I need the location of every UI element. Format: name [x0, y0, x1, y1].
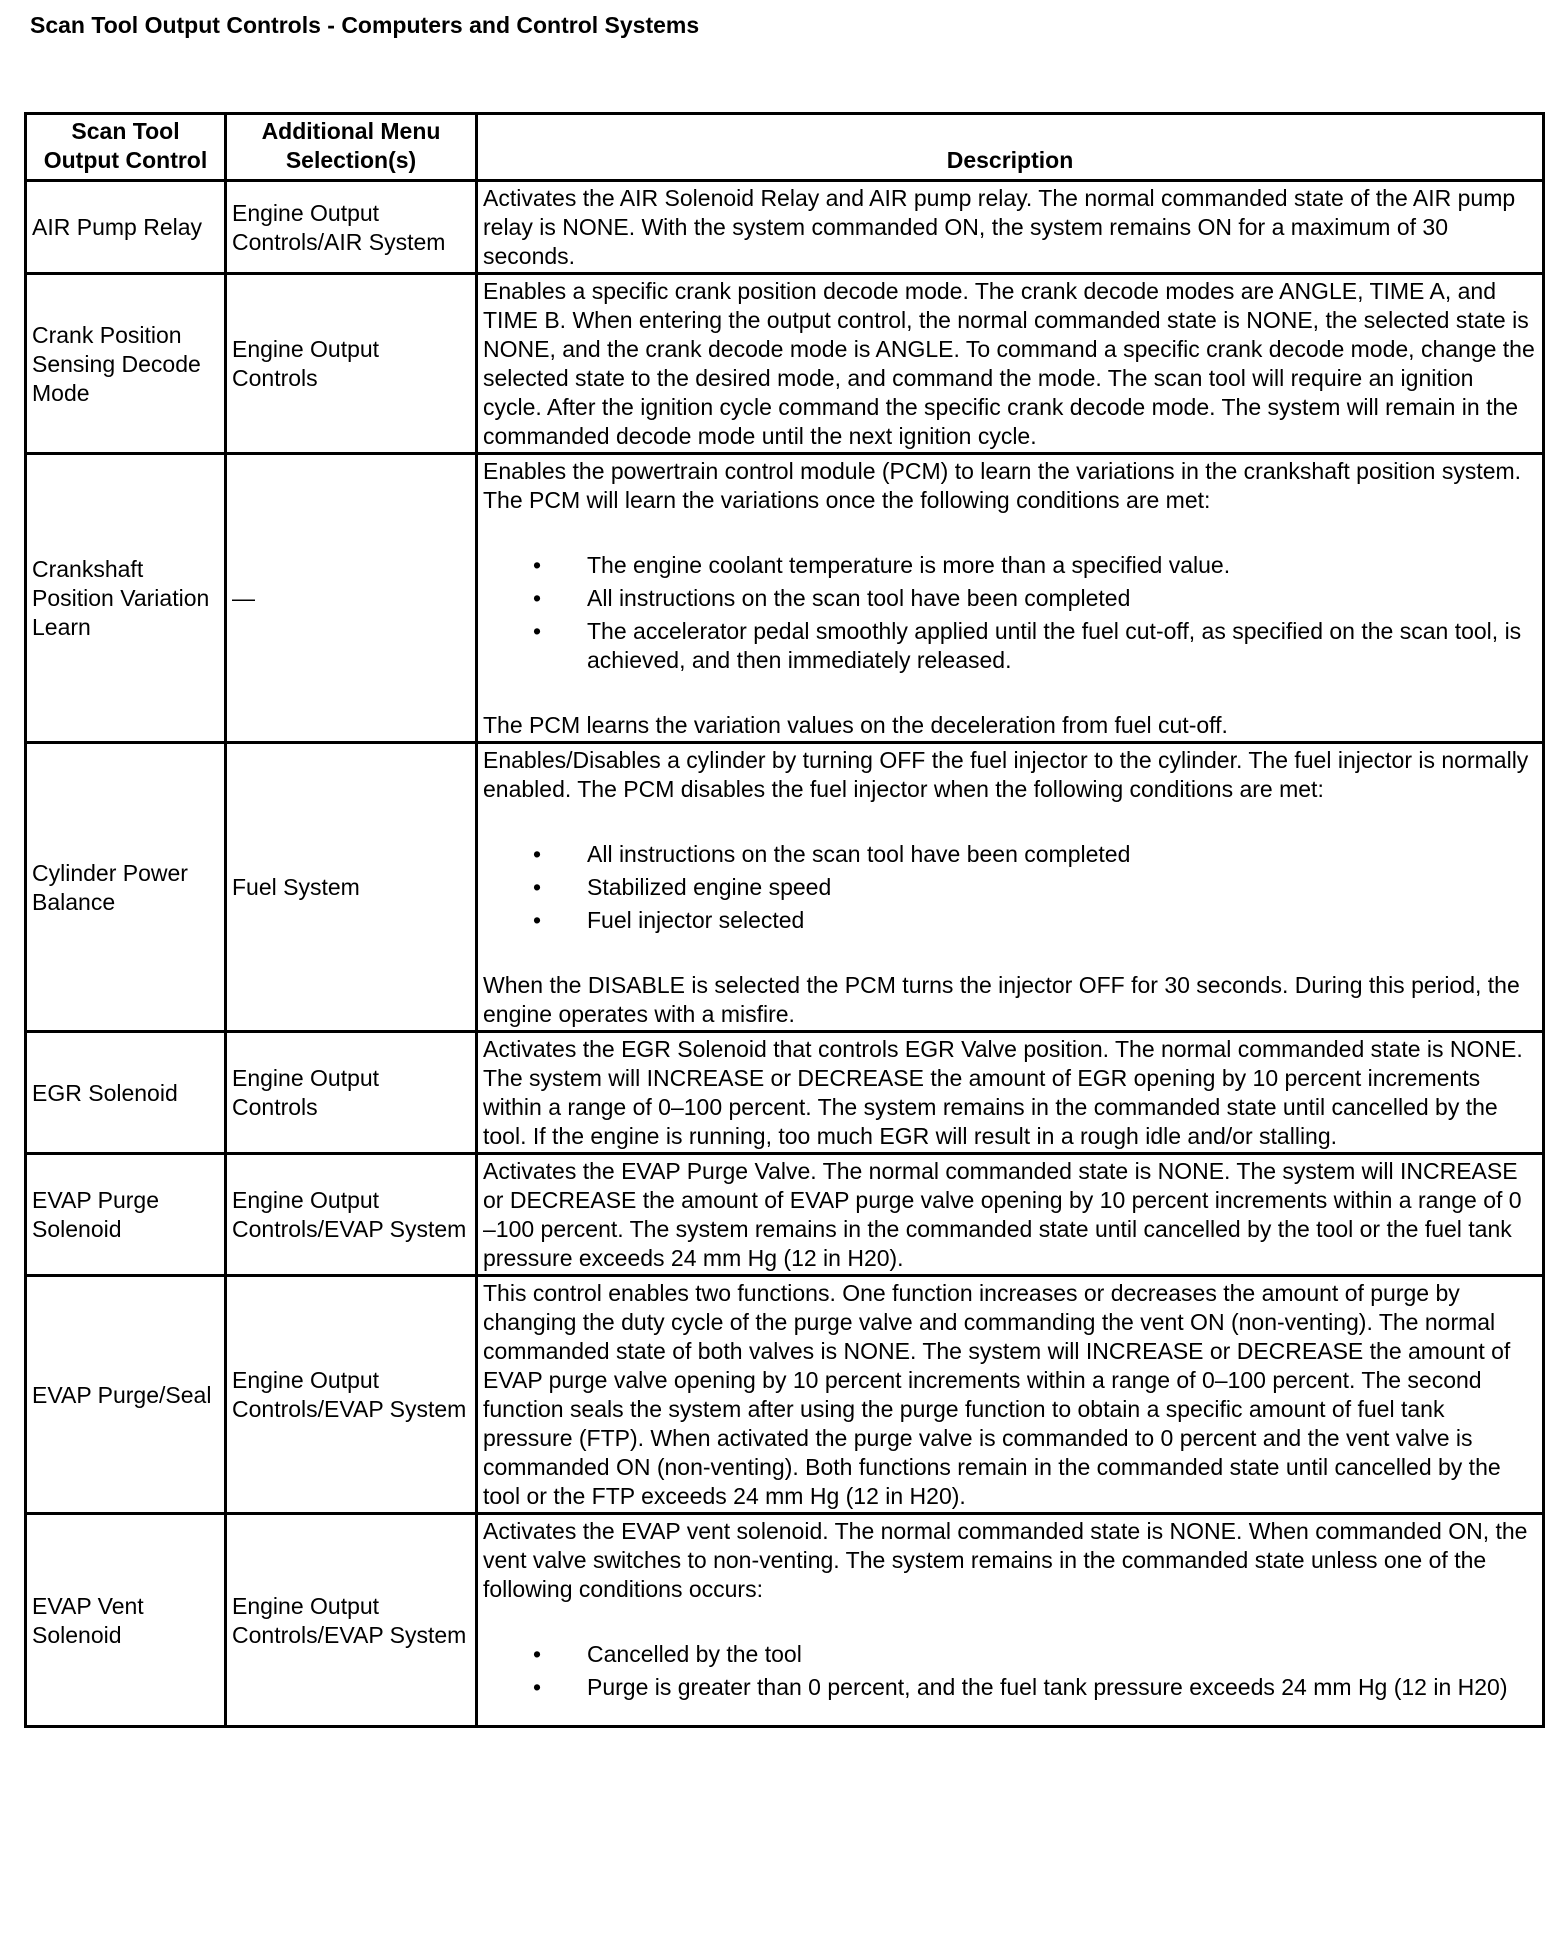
condition-list — [483, 1640, 1537, 1702]
table-row — [26, 1032, 1544, 1154]
header-menu-selection: Additional Menu Selection(s) — [226, 114, 477, 181]
document-title: Scan Tool Output Controls - Computers and Control Systems — [30, 12, 700, 38]
cell-output-control: EVAP Vent Solenoid — [26, 1514, 226, 1727]
bullet-icon: • — [533, 874, 542, 900]
cell-menu-selection: Engine Output Controls/EVAP System — [226, 1154, 477, 1276]
description-note: The PCM learns the variation values on the deceleration from fuel cut-off. — [483, 712, 1228, 738]
list-item: • All instructions on the scan tool have been completed — [533, 841, 1131, 867]
description-text: Enables the powertrain control module (PCM) to learn the variations in the crankshaft position system. The PCM will learn the variations once the following conditions are met: — [483, 458, 1522, 513]
table-row — [26, 181, 1544, 274]
condition-list — [483, 551, 1537, 675]
table-header-row — [26, 114, 1544, 181]
table-row — [26, 454, 1544, 743]
cell-description — [477, 181, 1544, 274]
bullet-icon: • — [533, 618, 542, 644]
cell-output-control: EVAP Purge Solenoid — [26, 1154, 226, 1276]
cell-description — [477, 1154, 1544, 1276]
cell-description — [477, 1276, 1544, 1514]
description-text: Enables a specific crank position decode mode. The crank decode modes are ANGLE, TIME A, and TIME B. When entering the output control, the normal commanded state is NONE, the selected state is NONE, and the crank decode mode is ANGLE. To command a specific crank decode mode, change the selected state to the desired mode, and command the mode. The scan tool will require an ignition cycle. After the ignition cycle command the specific crank decode mode. The system will remain in the commanded decode mode until the next ignition cycle. — [483, 278, 1535, 449]
description-note: When the DISABLE is selected the PCM turns the injector OFF for 30 seconds. During this period, the engine operates with a misfire. — [483, 972, 1520, 1027]
condition-list — [483, 840, 1537, 935]
list-item: • The engine coolant temperature is more than a specified value. — [533, 552, 1231, 578]
bullet-icon: • — [533, 1641, 542, 1667]
cell-menu-selection: Engine Output Controls/AIR System — [226, 181, 477, 274]
cell-output-control: EGR Solenoid — [26, 1032, 226, 1154]
bullet-icon: • — [533, 841, 542, 867]
description-text: Activates the EGR Solenoid that controls EGR Valve position. The normal commanded state is NONE. The system will INCREASE or DECREASE the amount of EGR opening by 10 percent increments within a range of 0–100 percent. The system remains in the commanded state until cancelled by the tool. If the engine is running, too much EGR will result in a rough idle and/or stalling. — [483, 1036, 1523, 1149]
description-text: Activates the AIR Solenoid Relay and AIR pump relay. The normal commanded state of the AIR pump relay is NONE. With the system commanded ON, the system remains ON for a maximum of 30 seconds. — [483, 185, 1516, 269]
cell-menu-selection: Fuel System — [226, 743, 477, 1032]
description-text: Enables/Disables a cylinder by turning OFF the fuel injector to the cylinder. The fuel injector is normally enabled. The PCM disables the fuel injector when the following conditions are met: — [483, 747, 1529, 802]
table-row — [26, 1514, 1544, 1727]
bullet-icon: • — [533, 552, 542, 578]
description-text: Activates the EVAP vent solenoid. The normal commanded state is NONE. When commanded ON, the vent valve switches to non-venting. The system remains in the commanded state unless one of the following conditions occurs: — [483, 1518, 1528, 1602]
list-item: • All instructions on the scan tool have been completed — [533, 585, 1131, 611]
list-item: • Stabilized engine speed — [533, 874, 832, 900]
cell-menu-selection: Engine Output Controls/EVAP System — [226, 1514, 477, 1727]
cell-output-control: Cylinder Power Balance — [26, 743, 226, 1032]
cell-description — [477, 743, 1544, 1032]
list-item: • Purge is greater than 0 percent, and the fuel tank pressure exceeds 24 mm Hg (12 in H20) — [533, 1674, 1508, 1700]
cell-output-control: EVAP Purge/Seal — [26, 1276, 226, 1514]
bullet-icon: • — [533, 585, 542, 611]
cell-menu-selection: Engine Output Controls — [226, 1032, 477, 1154]
cell-description — [477, 454, 1544, 743]
table-row — [26, 743, 1544, 1032]
cell-output-control: AIR Pump Relay — [26, 181, 226, 274]
cell-output-control: Crankshaft Position Variation Learn — [26, 454, 226, 743]
cell-menu-selection: — — [226, 454, 477, 743]
description-text: Activates the EVAP Purge Valve. The normal commanded state is NONE. The system will INCREASE or DECREASE the amount of EVAP purge valve opening by 10 percent increments within a range of 0 –100 percent. The system remains in the commanded state until cancelled by the tool or the fuel tank pressure exceeds 24 mm Hg (12 in H20). — [483, 1158, 1522, 1271]
description-text: This control enables two functions. One function increases or decreases the amount of purge by changing the duty cycle of the purge valve and commanding the vent ON (non-venting). The normal commanded state of both valves is NONE. The system will INCREASE or DECREASE the amount of EVAP purge valve opening by 10 percent increments within a range of 0–100 percent. The second function seals the system after using the purge function to obtain a specific amount of fuel tank pressure (FTP). When activated the purge valve is commanded to 0 percent and the vent valve is commanded ON (non-venting). Both functions remain in the commanded state until cancelled by the tool or the FTP exceeds 24 mm Hg (12 in H20). — [483, 1280, 1511, 1509]
output-controls-table — [24, 112, 1545, 1728]
cell-output-control: Crank Position Sensing Decode Mode — [26, 274, 226, 454]
cell-menu-selection: Engine Output Controls/EVAP System — [226, 1276, 477, 1514]
header-output-control: Scan Tool Output Control — [26, 114, 226, 181]
cell-description — [477, 1032, 1544, 1154]
header-description: Description — [477, 114, 1544, 181]
bullet-icon: • — [533, 1674, 542, 1700]
cell-menu-selection: Engine Output Controls — [226, 274, 477, 454]
cell-description — [477, 1514, 1544, 1727]
table-row — [26, 1276, 1544, 1514]
table-row — [26, 1154, 1544, 1276]
table-row — [26, 274, 1544, 454]
list-item: • Cancelled by the tool — [533, 1641, 802, 1667]
bullet-icon: • — [533, 907, 542, 933]
cell-description — [477, 274, 1544, 454]
list-item: • The accelerator pedal smoothly applied until the fuel cut-off, as specified on the scan tool, is achieved, and then immediately released. — [533, 618, 1522, 673]
list-item: • Fuel injector selected — [533, 907, 805, 933]
